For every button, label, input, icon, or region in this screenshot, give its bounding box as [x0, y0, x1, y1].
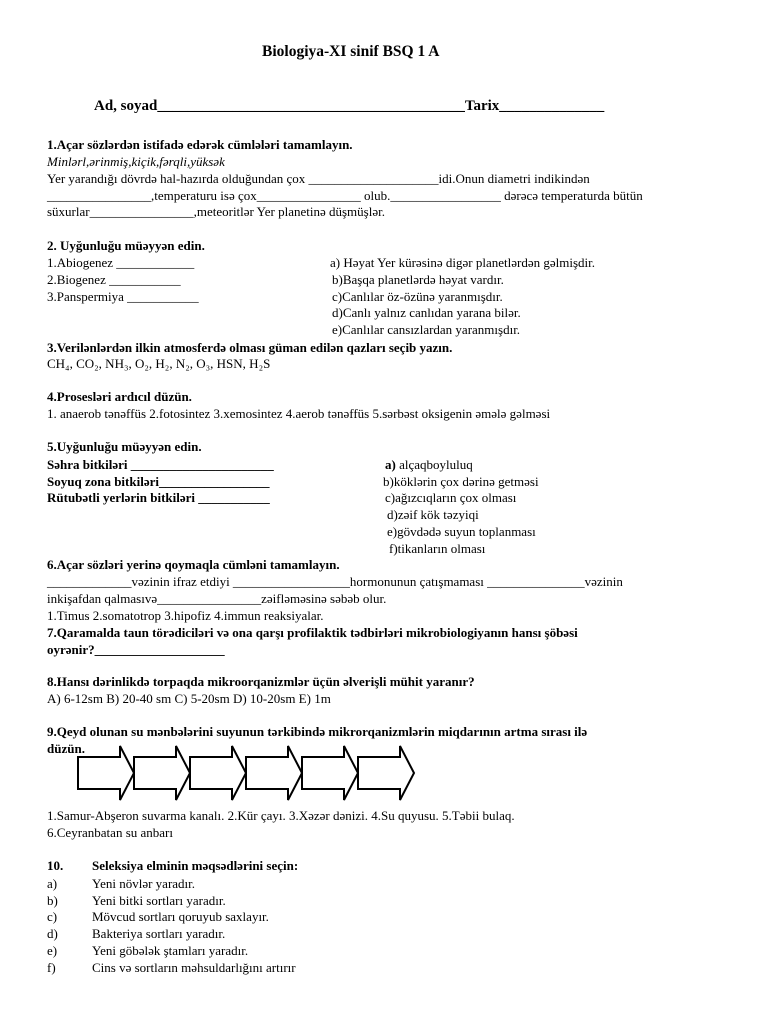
q4-items: 1. anaerob tənəffüs 2.fotosintez 3.xemosintez 4.aerob tənəffüs 5.sərbəst oksigenin əmələ gəlməsi	[47, 406, 551, 421]
q10-option-letter: b)	[47, 893, 58, 908]
chain-arrow	[78, 746, 134, 800]
q9-line-2: düzün.	[47, 741, 85, 756]
q10-option-text: Yeni göbələk ştamları yaradır.	[92, 943, 249, 958]
q10-option-letter: f)	[47, 960, 56, 975]
q5-left-item: Səhra bitkiləri ______________________	[47, 457, 274, 472]
q6-line-1: _____________vəzinin ifraz etdiyi __________________hormonunun çatışmaması _______________vəzinin	[47, 574, 623, 589]
q6-line-2: inkişafdan qalmasıvə________________zəifləməsinə səbəb olur.	[47, 591, 387, 606]
q2-left-item: 1.Abiogenez ____________	[47, 255, 195, 270]
chain-arrow	[190, 746, 246, 800]
q8-options: A) 6-12sm B) 20-40 sm C) 5-20sm D) 10-20sm E) 1m	[47, 691, 331, 706]
q5-right-item: f)tikanların olması	[389, 541, 486, 556]
chain-arrow	[302, 746, 358, 800]
q5-left-item: Soyuq zona bitkiləri_________________	[47, 474, 270, 489]
q1-line-1: Yer yarandığı dövrdə hal-hazırda olduğundan çox ____________________idi.Onun diametri indikindən	[47, 171, 590, 186]
q9-items-1: 1.Samur-Abşeron suvarma kanalı. 2.Kür çayı. 3.Xəzər dənizi. 4.Su quyusu. 5.Təbii bulaq.	[47, 808, 515, 823]
q10-option-text: Cins və sortların məhsuldarlığını artırır	[92, 960, 296, 975]
q2-left-item: 3.Panspermiya ___________	[47, 289, 199, 304]
arrow-chain	[76, 745, 426, 807]
q9-line-1: 9.Qeyd olunan su mənbələrini suyunun tərkibində mikrorqanizmlərin miqdarının artma sırası ilə	[47, 724, 588, 739]
q5-right-item: d)zəif kök təzyiqi	[387, 507, 479, 522]
q1-line-2: ________________,temperaturu isə çox________________ olub._________________ dərəcə temperaturda bütün	[47, 188, 643, 203]
q10-option-letter: e)	[47, 943, 58, 958]
q8-title: 8.Hansı dərinlikdə torpaqda mikroorqanizmlər üçün əlverişli mühit yaranır?	[47, 674, 475, 689]
q10-option-letter: c)	[47, 909, 58, 924]
chain-arrow	[358, 746, 414, 800]
q2-right-item: c)Canlılar öz-özünə yaranmışdır.	[332, 289, 503, 304]
chain-arrow	[134, 746, 190, 800]
q2-right-item: d)Canlı yalnız canlıdan yarana bilər.	[332, 305, 521, 320]
q5-right-item-a	[385, 457, 473, 472]
q2-right-item: a) Həyat Yer kürəsinə digər planetlərdən gəlmişdir.	[330, 255, 595, 270]
chain-arrow	[246, 746, 302, 800]
q2-left-item: 2.Biogenez ___________	[47, 272, 181, 287]
q3-title: 3.Verilənlərdən ilkin atmosferdə olması güman edilən qazları seçib yazın.	[47, 340, 453, 355]
q10-title: Seleksiya elminin məqsədlərini seçin:	[92, 858, 299, 873]
q5-right-prefix: a)	[385, 457, 396, 472]
q5-right-item: b)köklərin çox dərinə getməsi	[383, 474, 539, 489]
q5-left-item: Rütubətli yerlərin bitkiləri ___________	[47, 490, 270, 505]
q2-right-item: e)Canlılar cansızlardan yaranmışdır.	[332, 322, 521, 337]
q7-line-1: 7.Qaramalda taun törədiciləri və ona qarşı profilaktik tədbirləri mikrobiologiyanın hansı şöbəsi	[47, 625, 578, 640]
q10-number: 10.	[47, 858, 64, 873]
q7-line-2: oyrənir?____________________	[47, 642, 225, 657]
q4-title: 4.Prosesləri ardıcıl düzün.	[47, 389, 192, 404]
page-title: Biologiya-XI sinif BSQ 1 A	[262, 43, 440, 60]
q10-option-text: Mövcud sortları qoruyub saxlayır.	[92, 909, 269, 924]
q10-option-text: Bakteriya sortları yaradır.	[92, 926, 226, 941]
q1-line-3: süxurlar________________,meteoritlər Yer planetinə düşmüşlər.	[47, 204, 385, 219]
q9-items-2: 6.Ceyranbatan su anbarı	[47, 825, 173, 840]
q10-option-text: Yeni növlər yaradır.	[92, 876, 196, 891]
q2-right-item: b)Başqa planetlərdə həyat vardır.	[332, 272, 504, 287]
q10-option-letter: d)	[47, 926, 58, 941]
name-date-line: Ad, soyad_________________________________________Tarix______________	[94, 98, 605, 114]
q10-option-letter: a)	[47, 876, 58, 891]
q1-keywords: Minlərl,ərinmiş,kiçik,fərqli,yüksək	[47, 154, 225, 169]
q6-options: 1.Timus 2.somatotrop 3.hipofiz 4.immun reaksiyalar.	[47, 608, 324, 623]
q2-title: 2. Uyğunluğu müəyyən edin.	[47, 238, 205, 253]
q5-right-item: c)ağızcıqların çox olması	[385, 490, 517, 505]
q1-title: 1.Açar sözlərdən istifadə edərək cümlələri tamamlayın.	[47, 137, 353, 152]
q5-right-item: e)gövdədə suyun toplanması	[387, 524, 536, 539]
q5-title: 5.Uyğunluğu müəyyən edin.	[47, 439, 202, 454]
q3-gases: CH₄, CO₂, NH₃, O₂, H₂, N₂, O₃, HSN, H₂S	[47, 356, 271, 371]
q6-title: 6.Açar sözləri yerinə qoymaqla cümləni tamamlayın.	[47, 557, 340, 572]
q10-option-text: Yeni bitki sortları yaradır.	[92, 893, 226, 908]
q5-right-text: alçaqboyluluq	[395, 457, 473, 472]
